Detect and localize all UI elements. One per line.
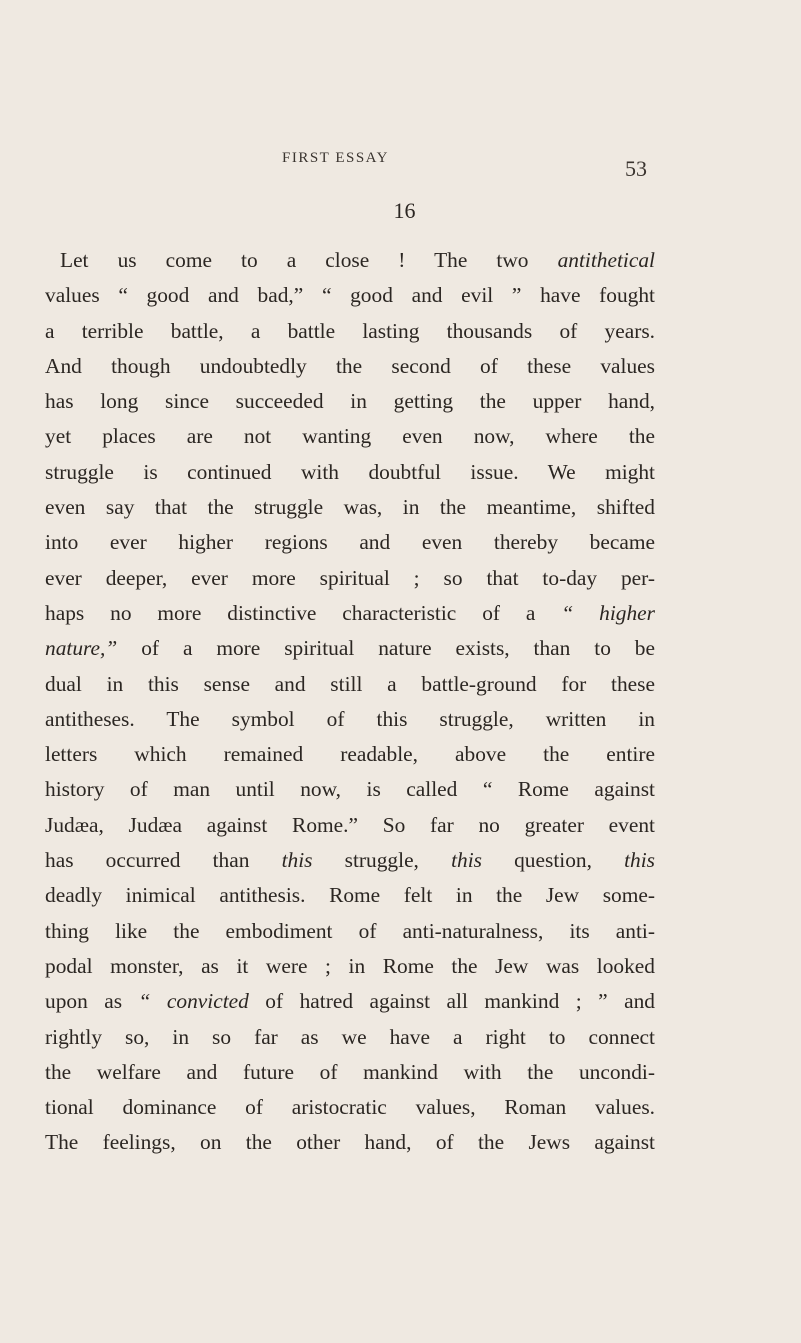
text-run: the welfare and future of mankind with the uncondi- — [45, 1059, 655, 1084]
text-line — [45, 314, 655, 349]
text-run: history of man until now, is called “ Rome against — [45, 777, 655, 802]
text-run: of a more spiritual nature exists, than to be — [117, 636, 655, 661]
italic-text: “ higher — [561, 600, 655, 625]
text-run: of hatred against all mankind ; ” and — [248, 989, 655, 1014]
text-run: upon as — [45, 989, 139, 1014]
text-line — [45, 631, 655, 666]
text-line — [45, 419, 655, 454]
text-line — [45, 278, 655, 313]
text-line — [45, 667, 655, 702]
text-line — [45, 1055, 655, 1090]
text-line — [45, 490, 655, 525]
text-line — [45, 1020, 655, 1055]
text-run: yet places are not wanting even now, where the — [45, 424, 655, 449]
text-line — [45, 243, 655, 278]
page-number: 53 — [625, 156, 647, 181]
text-run: into ever higher regions and even thereby became — [45, 530, 655, 555]
text-line — [45, 772, 655, 807]
text-run: values “ good and bad,” “ good and evil ” have fought — [45, 283, 655, 308]
text-run: ever deeper, ever more spiritual ; so that to-day per- — [45, 565, 655, 590]
text-line — [45, 349, 655, 384]
text-line — [45, 737, 655, 772]
text-run: Let us come to a close ! The two — [60, 248, 558, 272]
text-run: struggle is continued with doubtful issue. We might — [45, 459, 655, 484]
italic-text: “ convicted — [138, 989, 249, 1014]
text-line — [45, 455, 655, 490]
text-line — [45, 702, 655, 737]
text-line — [45, 984, 655, 1019]
text-line — [45, 596, 655, 631]
text-line — [45, 525, 655, 560]
text-run: dual in this sense and still a battle-ground for these — [45, 671, 655, 696]
text-run: tional dominance of aristocratic values, Roman values. — [45, 1095, 655, 1120]
text-line — [45, 561, 655, 596]
text-run: podal monster, as it were ; in Rome the Jew was looked — [45, 953, 655, 978]
italic-text: antithetical — [557, 248, 655, 272]
text-run: letters which remained readable, above the entire — [45, 742, 655, 767]
italic-text: this — [281, 848, 313, 873]
text-line — [45, 1090, 655, 1125]
text-run: The feelings, on the other hand, of the Jews against — [45, 1130, 655, 1155]
text-run: Judæa, Judæa against Rome.” So far no greater event — [45, 812, 655, 837]
text-run: struggle, — [312, 848, 452, 873]
text-line — [45, 384, 655, 419]
text-run: haps no more distinctive characteristic of a — [45, 600, 562, 625]
italic-text: this — [624, 848, 655, 873]
text-run: even say that the struggle was, in the meantime, shifted — [45, 495, 655, 520]
text-line — [45, 843, 655, 878]
text-line — [45, 808, 655, 843]
text-run: has occurred than — [45, 848, 282, 873]
body-paragraph — [45, 243, 655, 1161]
running-head-title: FIRST ESSAY — [282, 150, 389, 166]
text-line — [45, 914, 655, 949]
text-run: question, — [481, 848, 625, 873]
section-number: 16 — [393, 198, 416, 223]
italic-text: nature,” — [45, 636, 118, 661]
text-run: thing like the embodiment of anti-naturalness, its anti- — [45, 918, 655, 943]
text-line — [45, 1125, 655, 1160]
text-run: deadly inimical antithesis. Rome felt in the Jew some- — [45, 883, 655, 908]
italic-text: this — [451, 848, 482, 873]
text-line — [45, 949, 655, 984]
text-run: And though undoubtedly the second of these values — [45, 353, 655, 378]
text-run: has long since succeeded in getting the upper hand, — [45, 389, 655, 414]
text-run: antitheses. The symbol of this struggle, written in — [45, 706, 655, 731]
text-run: rightly so, in so far as we have a right to connect — [45, 1024, 655, 1049]
text-line — [45, 878, 655, 913]
text-run: a terrible battle, a battle lasting thousands of years. — [45, 318, 655, 343]
